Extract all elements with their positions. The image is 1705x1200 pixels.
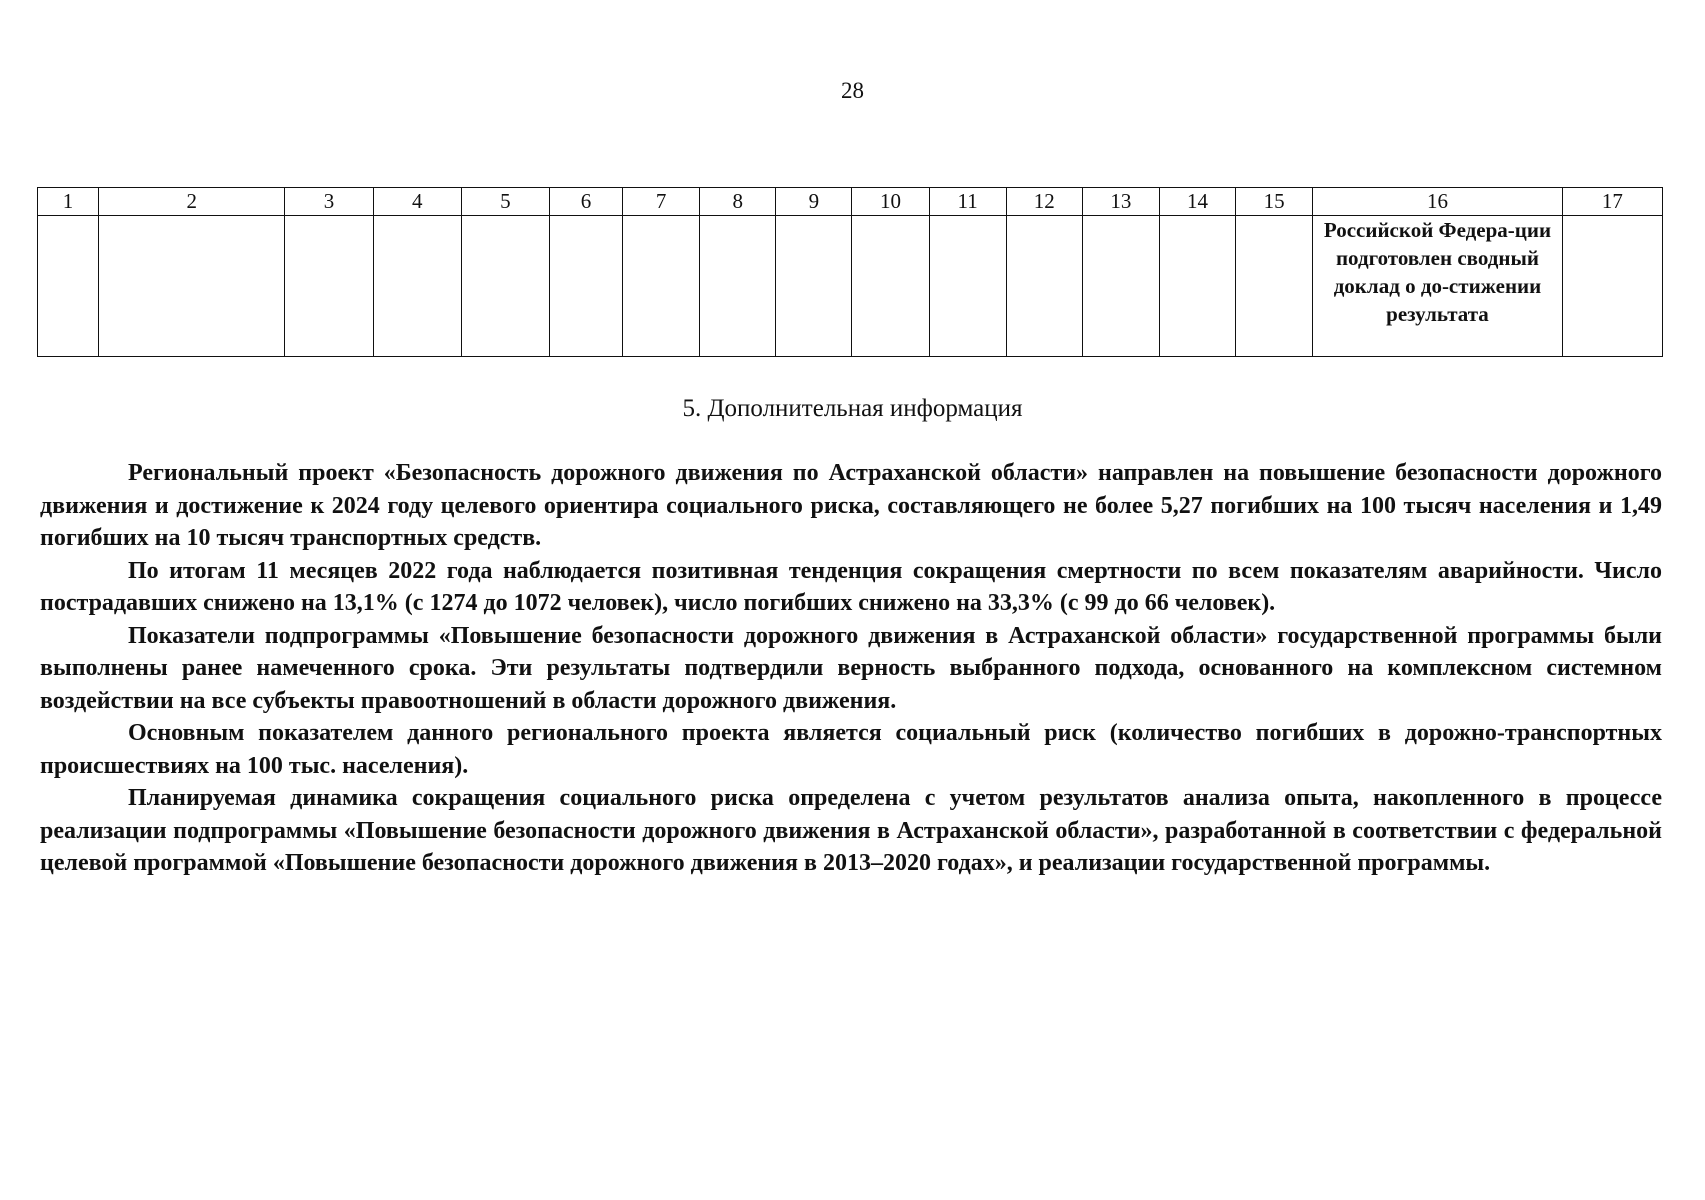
paragraph: По итогам 11 месяцев 2022 года наблюдается позитивная тенденция сокращения смертности по всем показателям аварийности. Число пострадавших снижено на 13,1% (с 1274 до 1072 человек), число погибших снижено на 33,3% (с 99 до 66 человек).: [40, 557, 1662, 616]
paragraph: Показатели подпрограммы «Повышение безопасности дорожного движения в Астраханской области» государственной программы были выполнены ранее намеченного срока. Эти результаты подтвердили верность выбранного подхода, основанного на комплексном системном воздействии на все субъекты правоотношений в области дорожного движения.: [40, 622, 1662, 714]
column-header: 2: [99, 188, 285, 216]
table-cell: [461, 216, 549, 357]
column-header: 15: [1236, 188, 1313, 216]
table-cell: [929, 216, 1006, 357]
table-cell: [373, 216, 461, 357]
column-header: 1: [38, 188, 99, 216]
section-title: 5. Дополнительная информация: [682, 395, 1023, 422]
table-cell: [700, 216, 776, 357]
column-header: 3: [285, 188, 373, 216]
body-text: [40, 457, 1662, 880]
table-row: [38, 216, 1663, 357]
paragraph: Региональный проект «Безопасность дорожного движения по Астраханской области» направлен на повышение безопасности дорожного движения и достижение к 2024 году целевого ориентира социального риска, составляющего не более 5,27 погибших на 100 тысяч населения и 1,49 погибших на 10 тысяч транспортных средств.: [40, 460, 1662, 551]
table-cell: [1562, 216, 1662, 357]
table-cell: [623, 216, 700, 357]
column-header: 14: [1159, 188, 1235, 216]
table-cell: [285, 216, 373, 357]
table-cell: [776, 216, 852, 357]
column-header: 17: [1562, 188, 1662, 216]
column-header: 12: [1006, 188, 1082, 216]
column-header: 13: [1082, 188, 1159, 216]
table-cell: [1236, 216, 1313, 357]
paragraph: Основным показателем данного регионального проекта является социальный риск (количество погибших в дорожно-транспортных происшествиях на 100 тыс. населения).: [40, 720, 1662, 779]
table-cell: [38, 216, 99, 357]
column-header: 11: [929, 188, 1006, 216]
table-header-row: [38, 188, 1663, 216]
column-header: 7: [623, 188, 700, 216]
table-cell: [852, 216, 929, 357]
table-cell-result-report: Российской Федера-ции подготовлен сводный доклад о до-стижении результата: [1313, 216, 1562, 357]
column-header: 8: [700, 188, 776, 216]
continuation-table: [37, 187, 1663, 357]
table-cell: [1082, 216, 1159, 357]
table-cell: [99, 216, 285, 357]
table-cell: [1159, 216, 1235, 357]
page-number: 28: [841, 78, 864, 103]
column-header: 10: [852, 188, 929, 216]
column-header: 5: [461, 188, 549, 216]
table-cell: [1006, 216, 1082, 357]
column-header: 9: [776, 188, 852, 216]
column-header: 4: [373, 188, 461, 216]
column-header: 6: [549, 188, 622, 216]
column-header: 16: [1313, 188, 1562, 216]
paragraph: Планируемая динамика сокращения социального риска определена с учетом результатов анализа опыта, накопленного в процессе реализации подпрограммы «Повышение безопасности дорожного движения в Астраханской области», разработанной в соответствии с федеральной целевой программой «Повышение безопасности дорожного движения в 2013–2020 годах», и реализации государственной программы.: [40, 785, 1662, 876]
table-cell: [549, 216, 622, 357]
